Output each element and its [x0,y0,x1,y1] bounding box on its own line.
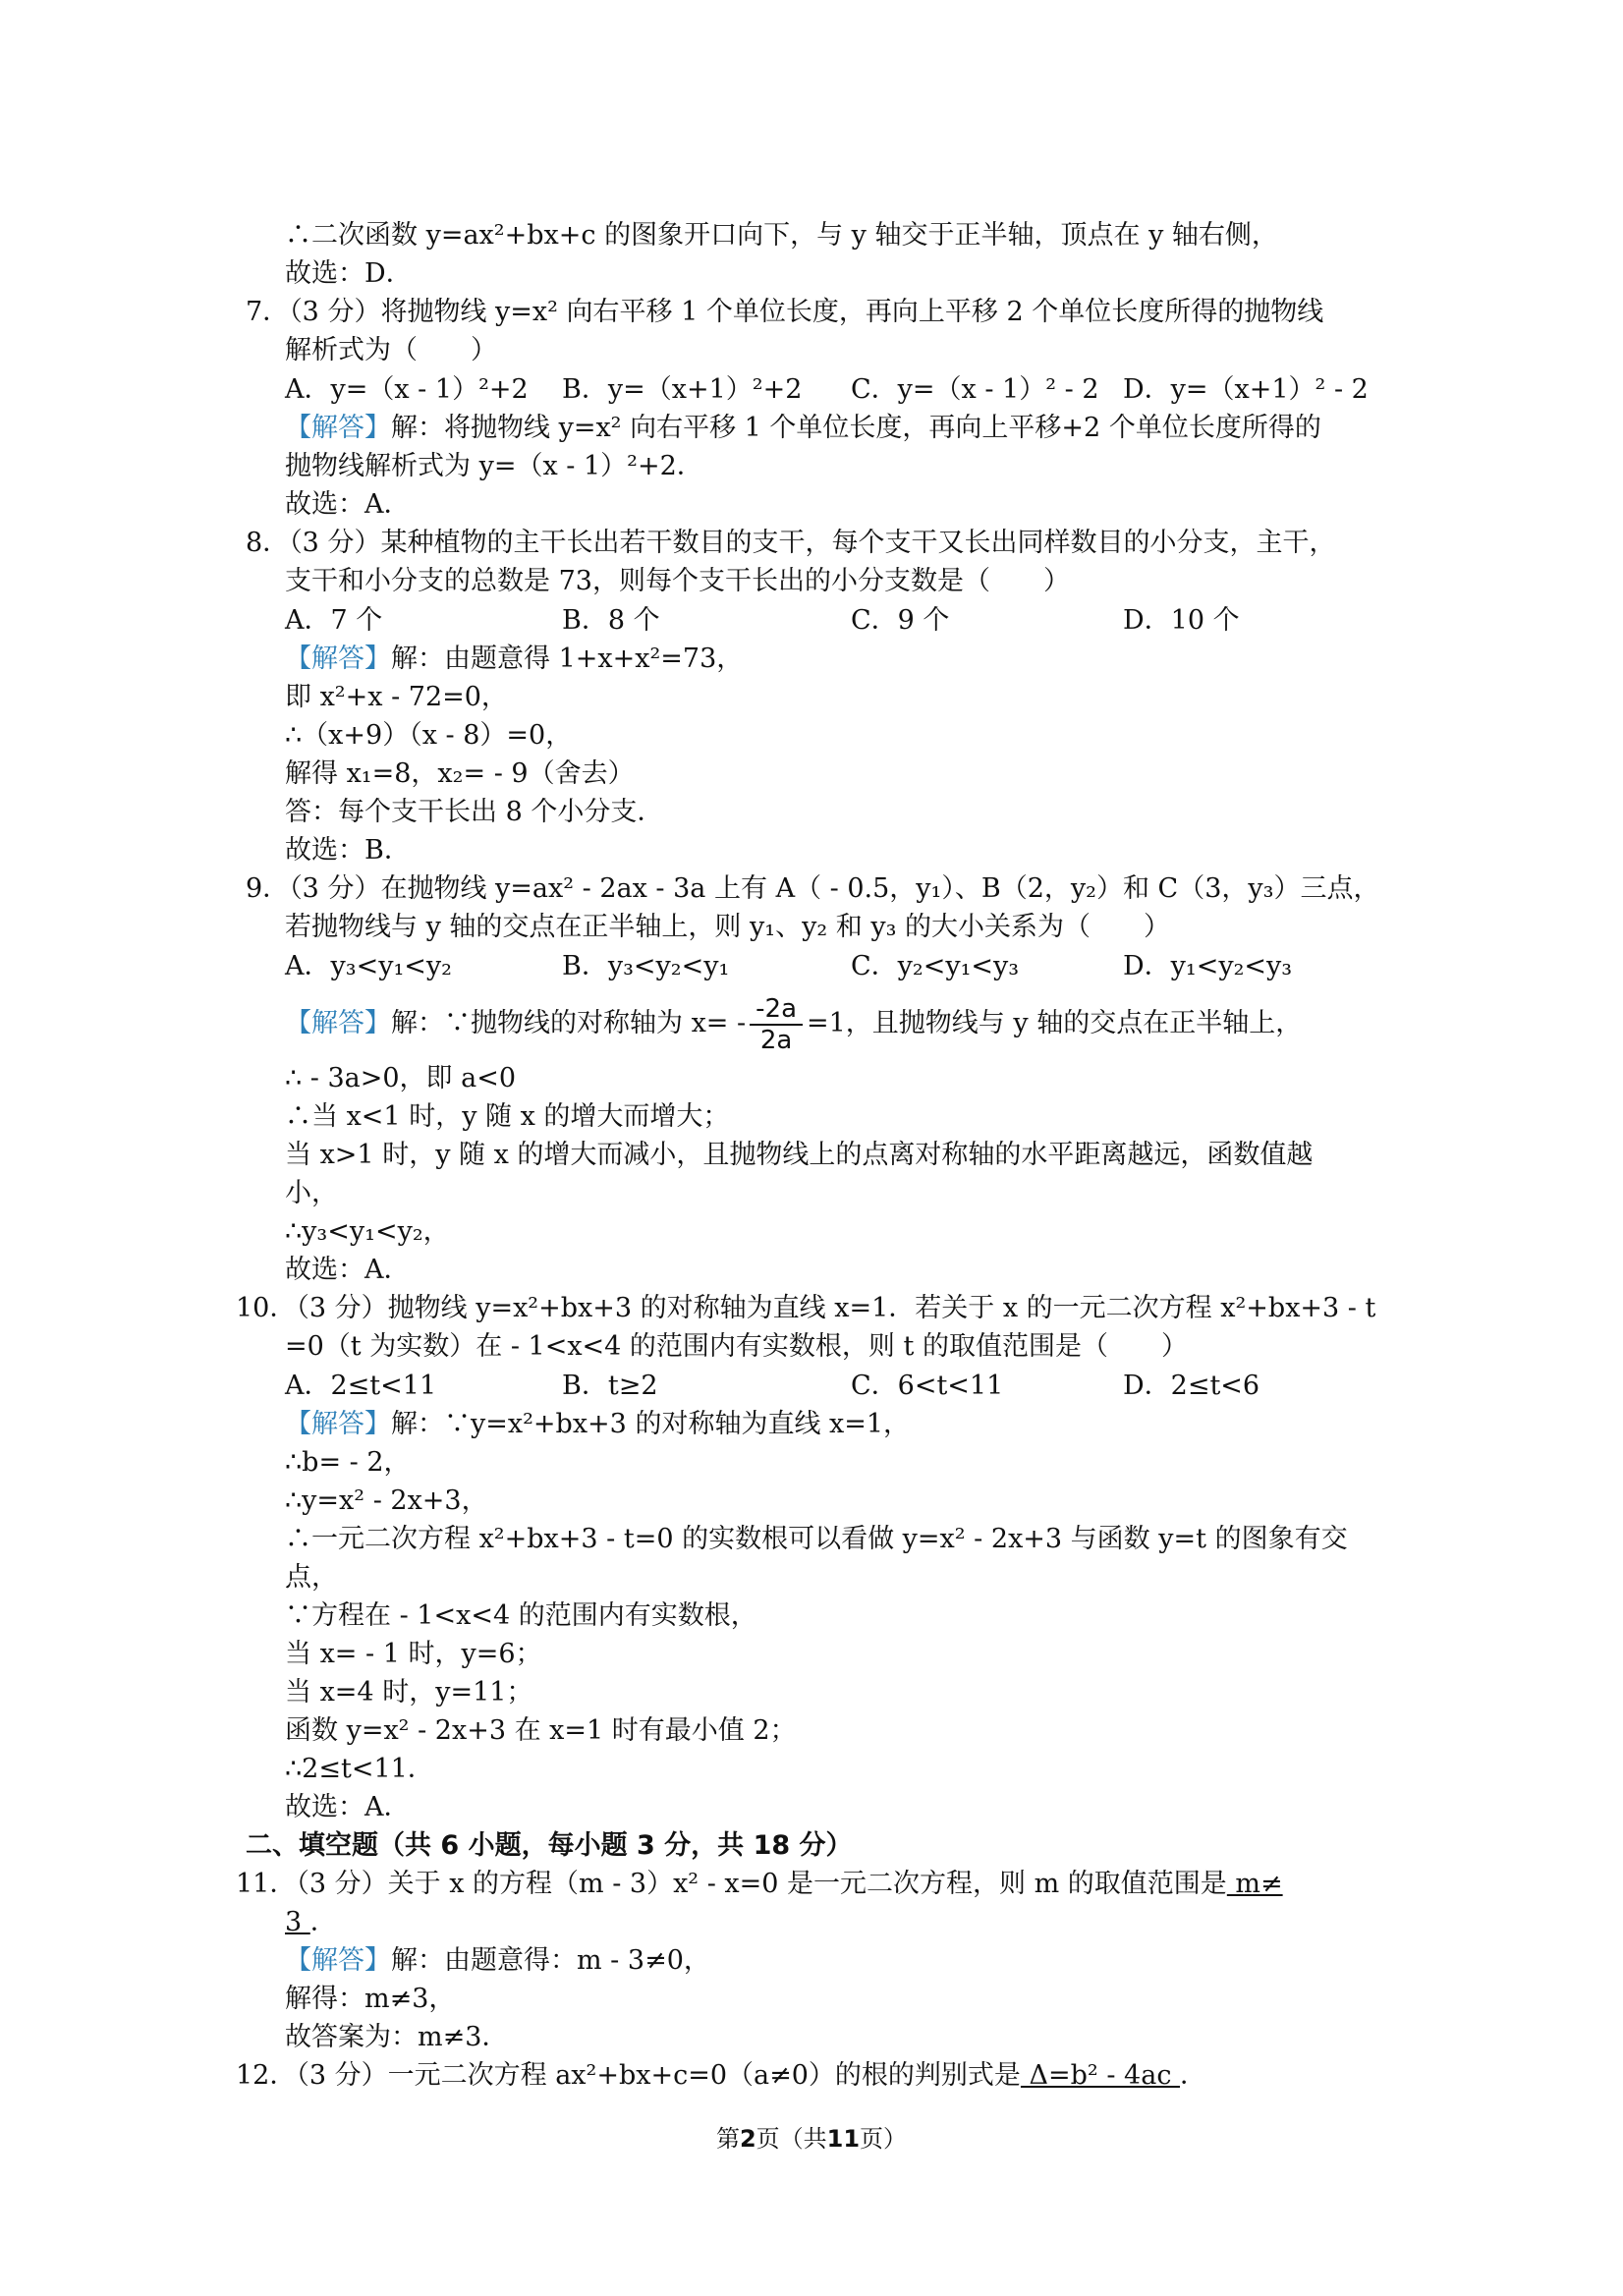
fraction-denominator: 2a [759,1025,793,1055]
question-text: （3 分）在抛物线 y=ax² - 2ax - 3a 上有 A（ - 0.5，y₁）、B（2，y₂）和 C（3，y₃）三点， [289,873,1380,904]
question-text: =0（t 为实数）在 - 1<x<4 的范围内有实数根，则 t 的取值范围是（ ） [285,1331,1188,1362]
question-7 [246,297,1323,328]
answer-text: ∴一元二次方程 x²+bx+3 - t=0 的实数根可以看做 y=x² - 2x+3 与函数 y=t 的图象有交 [285,1524,1348,1554]
answer-text: 解得：m≠3， [285,1984,456,2014]
answer-blank: Δ=b² - 4ac [1020,2060,1181,2091]
question-10 [236,1293,1375,1324]
answer-text: 函数 y=x² - 2x+3 在 x=1 时有最小值 2； [285,1715,797,1746]
answer-tag: 【解答】 [285,1945,391,1976]
text-line: 故选：D． [285,258,413,289]
answer-text: ∴y₃<y₁<y₂， [285,1216,450,1247]
question-text: （3 分）某种植物的主干长出若干数目的支干，每个支干又长出同样数目的小分支，主干， [289,528,1336,558]
option-b: B．y=（x+1）²+2 [562,374,803,405]
answer-text: ∴y=x² - 2x+3， [285,1485,488,1516]
answer-text: 小， [285,1178,338,1208]
option-c: C．y=（x - 1）² - 2 [851,374,1099,405]
option-c: C．9 个 [851,605,950,636]
question-12 [236,2060,1206,2092]
answer-text: 当 x=4 时，y=11； [285,1677,533,1708]
option-d: D．y₁<y₂<y₃ [1123,951,1293,981]
answer-text: 答：每个支干长出 8 个小分支． [285,797,664,827]
total-pages: 11 [826,2125,861,2153]
option-a: A．7 个 [285,605,383,636]
question-text: （3 分）关于 x 的方程（m - 3）x² - x=0 是一元二次方程，则 m 的取值范围是 [296,1869,1227,1899]
answer-text: 故选：A． [285,1255,411,1285]
answer-text: ∴ - 3a>0，即 a<0 [285,1063,517,1093]
answer-blank: m≠ [1226,1869,1283,1899]
option-a: A．y=（x - 1）²+2 [285,374,529,405]
footer-text: 页） [860,2125,908,2153]
question-text: （3 分）一元二次方程 ax²+bx+c=0（a≠0）的根的判别式是 [296,2060,1021,2091]
answer-text: 故答案为：m≠3． [285,2022,509,2052]
answer-text: =1，且抛物线与 y 轴的交点在正半轴上， [807,1008,1303,1038]
answer-tag: 【解答】 [285,413,391,443]
option-b: B．t≥2 [562,1371,658,1401]
answer-text: 解：由题意得 1+x+x²=73， [391,644,744,674]
answer-text: 抛物线解析式为 y=（x - 1）²+2． [285,451,703,481]
answer-text: ∴当 x<1 时，y 随 x 的增大而增大； [285,1101,730,1132]
question-text-end: ． [1180,2060,1207,2091]
answer-text: 解：∵抛物线的对称轴为 x= - [391,1008,747,1038]
section-heading: 二、填空题（共 6 小题，每小题 3 分，共 18 分） [246,1830,853,1861]
option-c: C．y₂<y₁<y₃ [851,951,1020,981]
page-footer [0,2119,1623,2154]
question-text: 若抛物线与 y 轴的交点在正半轴上，则 y₁、y₂ 和 y₃ 的大小关系为（ ） [285,912,1170,942]
question-number: 9． [246,873,290,904]
option-b: B．8 个 [562,605,660,636]
footer-text: 第 [715,2125,740,2153]
question-text-end: ． [309,1907,337,1937]
answer-text: ∴（x+9）（x - 8）=0， [285,720,573,751]
question-text [285,1907,337,1938]
answer-tag: 【解答】 [285,644,391,674]
question-number: 12． [236,2060,297,2091]
text-line: ∴二次函数 y=ax²+bx+c 的图象开口向下，与 y 轴交于正半轴，顶点在 y 轴右侧， [285,220,1278,251]
option-d: D．10 个 [1123,605,1240,636]
answer-text: 解得 x₁=8，x₂= - 9（舍去） [285,758,635,789]
answer-text: 即 x²+x - 72=0， [285,682,508,712]
page-number: 2 [739,2125,756,2153]
answer-line [285,992,1302,1055]
question-text: （3 分）抛物线 y=x²+bx+3 的对称轴为直线 x=1．若关于 x 的一元二次方程 x²+bx+3 - t [296,1293,1376,1323]
answer-text: 故选：B． [285,835,411,866]
answer-text: 当 x>1 时，y 随 x 的增大而减小，且抛物线上的点离对称轴的水平距离越远，函数值越 [285,1140,1314,1170]
answer-text: ∴b= - 2， [285,1447,411,1478]
answer-text: 故选：A． [285,489,411,520]
option-a: A．2≤t<11 [285,1371,437,1401]
option-c: C．6<t<11 [851,1371,1004,1401]
answer-text: 解：∵y=x²+bx+3 的对称轴为直线 x=1， [391,1409,911,1439]
option-b: B．y₃<y₂<y₁ [562,951,730,981]
question-8 [246,528,1335,559]
answer-line [285,1409,910,1440]
answer-text: 解：将抛物线 y=x² 向右平移 1 个单位长度，再向上平移+2 个单位长度所得的 [391,413,1321,443]
question-9 [246,873,1379,905]
answer-text: 当 x= - 1 时，y=6； [285,1639,542,1669]
question-text: 支干和小分支的总数是 73，则每个支干长出的小分支数是（ ） [285,566,1070,596]
answer-text: 解：由题意得：m - 3≠0， [391,1945,710,1976]
question-number: 10． [236,1293,297,1323]
question-number: 8． [246,528,290,558]
fraction-numerator: -2a [750,994,803,1026]
option-d: D．y=（x+1）² - 2 [1123,374,1369,405]
question-text: 解析式为（ ） [285,335,497,365]
question-11 [236,1869,1283,1900]
answer-tag: 【解答】 [285,1409,391,1439]
question-text: （3 分）将抛物线 y=x² 向右平移 1 个单位长度，再向上平移 2 个单位长度所得的抛物线 [289,297,1324,327]
answer-blank: 3 [285,1907,310,1937]
answer-line [285,644,743,675]
answer-text: ∴2≤t<11． [285,1754,434,1784]
question-number: 7． [246,297,290,327]
option-a: A．y₃<y₁<y₂ [285,951,452,981]
answer-tag: 【解答】 [285,1008,391,1038]
answer-text: 故选：A． [285,1792,411,1822]
answer-text: ∵方程在 - 1<x<4 的范围内有实数根， [285,1600,757,1631]
answer-line [285,1945,710,1977]
footer-text: 页（共 [756,2125,827,2153]
fraction [750,994,803,1055]
option-d: D．2≤t<6 [1123,1371,1260,1401]
question-number: 11． [236,1869,297,1899]
answer-line [285,413,1321,444]
answer-text: 点， [285,1562,338,1593]
